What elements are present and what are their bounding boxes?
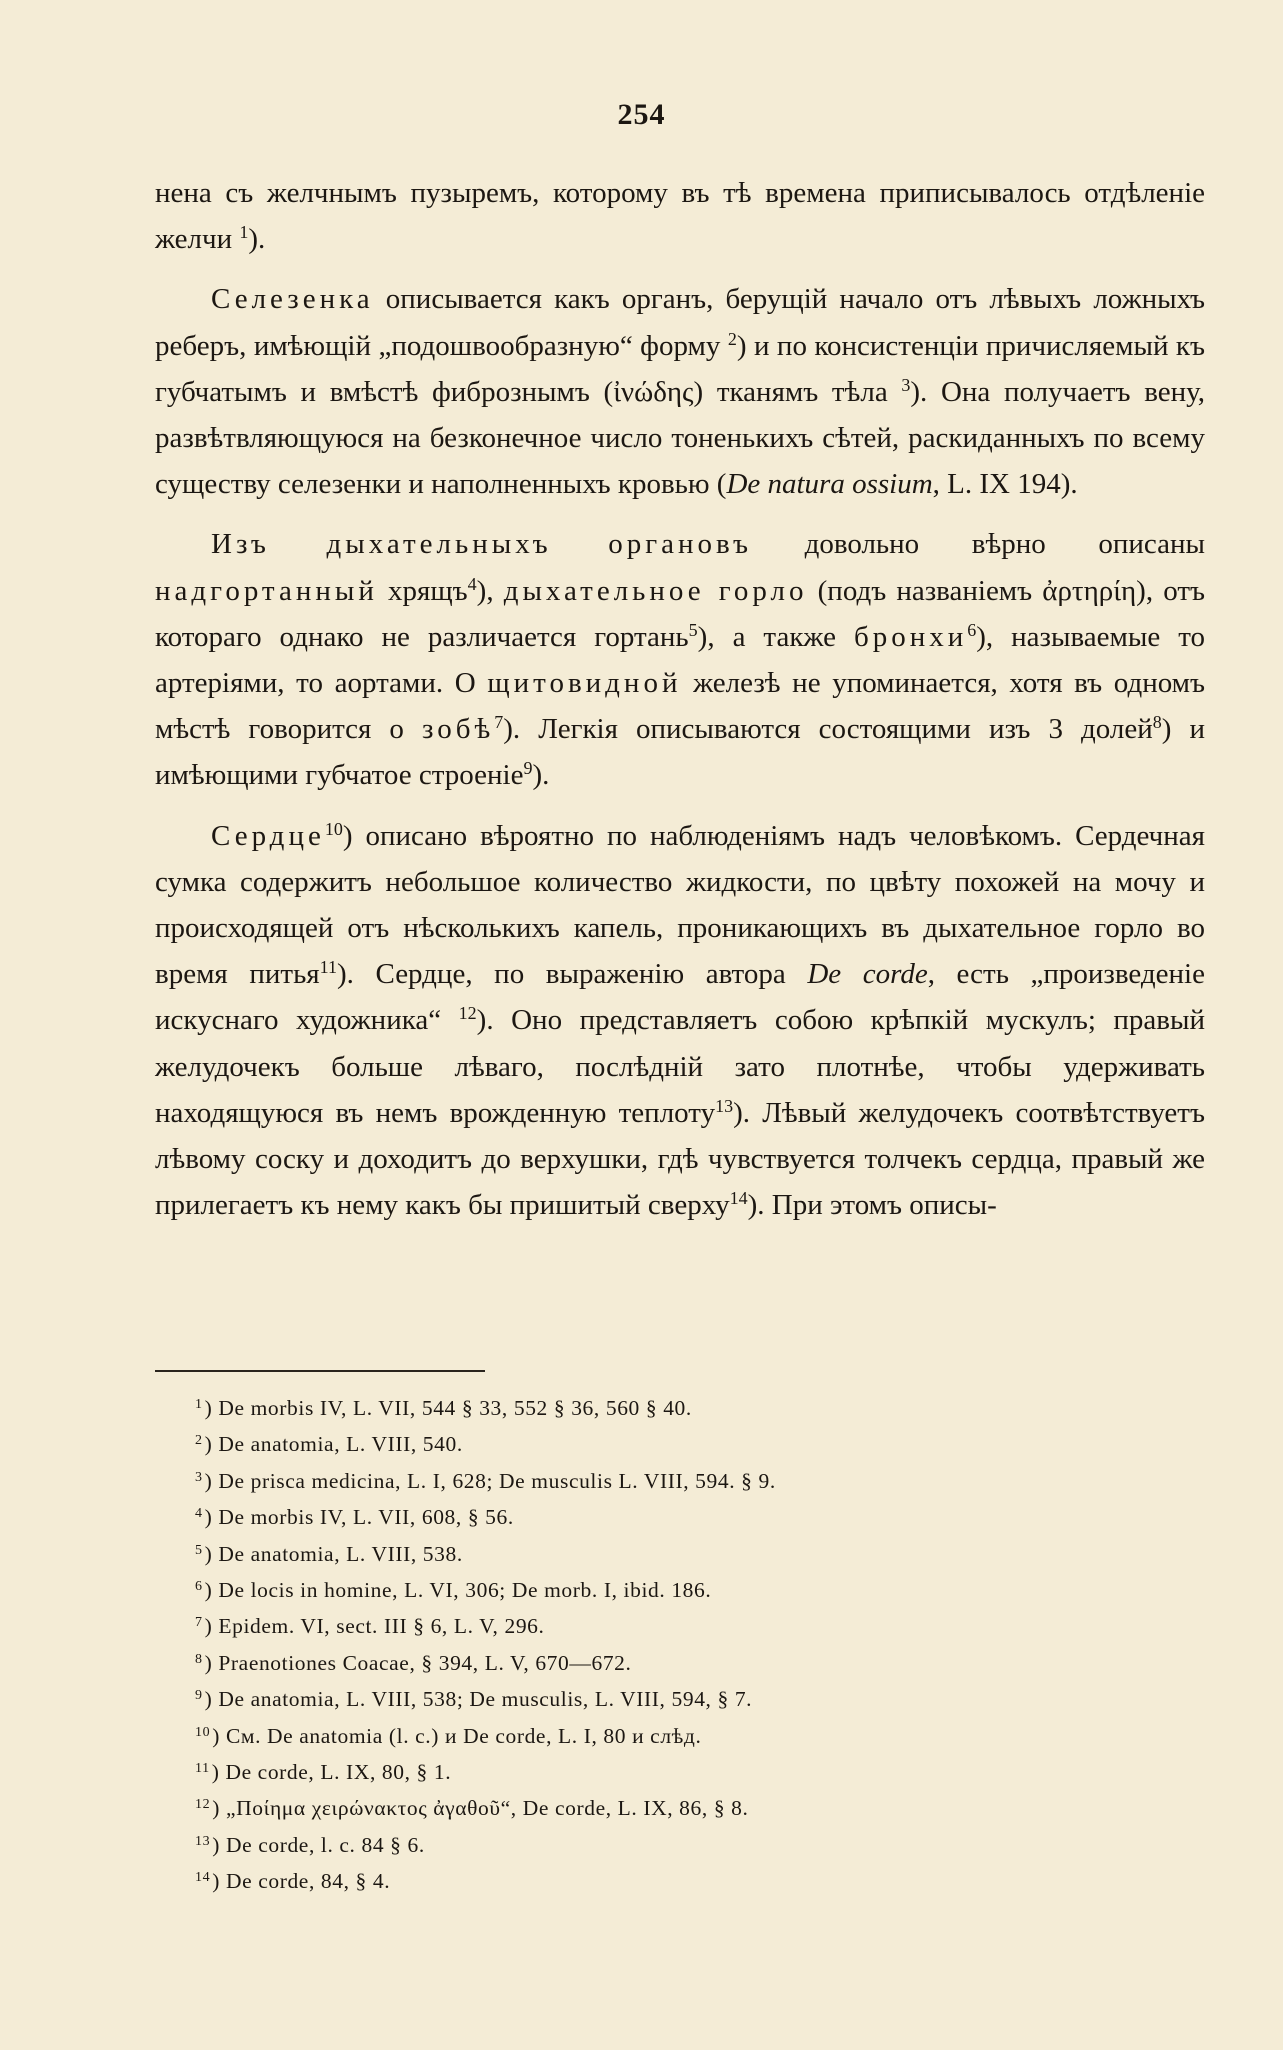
- footnote: $^{14}$) De corde, 84, § 4.: [195, 1869, 391, 1894]
- footnote-text: См. De anatomia (l. c.) и De corde, L. I, 80 и слѣд.: [225, 1723, 702, 1748]
- text-run: ), а также: [697, 620, 854, 653]
- footnote-ref: 8: [1152, 712, 1162, 733]
- footnote: $^4$) De morbis IV, L. VII, 608, § 56.: [195, 1505, 514, 1530]
- footnote-text: „Ποίημα χειρώνακτος ἀγαθοῦ“, De corde, L. IX, 86, § 8.: [225, 1796, 749, 1821]
- footnote-text: Praenotiones Coacae, § 394, L. V, 670—672.: [218, 1650, 632, 1675]
- text-run: ). Лѣвый желудочекъ соотвѣтствуетъ лѣвому соску и доходитъ до верхушки, гдѣ чувствуется толчекъ сердца, правый же прилегаетъ къ нему какъ бы пришитый сверху: [155, 1096, 1205, 1222]
- footnote-number: 12: [195, 1797, 211, 1813]
- footnote: $^{12}$) „Ποίημα χειρώνακτος ἀγαθοῦ“, De corde, L. IX, 86, § 8.: [195, 1796, 749, 1821]
- text-run: , L. IX 194).: [932, 468, 1078, 501]
- text-run: ). Оно представляетъ собою крѣпкій мускулъ; правый желудочекъ больше лѣваго, послѣдній зато плотнѣе, чтобы удерживать находящуюся въ немъ врожденную теплоту: [155, 1004, 1205, 1129]
- footnotes: [195, 1390, 1155, 1900]
- footnote-text: De prisca medicina, L. I, 628; De musculis L. VIII, 594. § 9.: [218, 1468, 776, 1493]
- footnote-text: De morbis IV, L. VII, 608, § 56.: [218, 1505, 514, 1530]
- footnote: $^6$) De locis in homine, L. VI, 306; De morb. I, ibid. 186.: [195, 1578, 712, 1603]
- footnote: $^9$) De anatomia, L. VIII, 538; De musculis, L. VIII, 594, § 7.: [195, 1687, 753, 1712]
- footnote-number: 5: [195, 1542, 203, 1558]
- footnote: $^1$) De morbis IV, L. VII, 544 § 33, 552 § 36, 560 § 40.: [195, 1396, 692, 1420]
- italic-title: De corde: [807, 958, 928, 991]
- footnote-text: De corde, l. c. 84 § 6.: [225, 1832, 425, 1857]
- footnote-text: Epidem. VI, sect. III § 6, L. V, 296.: [218, 1614, 545, 1639]
- italic-title: De natura ossium: [726, 468, 933, 501]
- footnote-number: 6: [195, 1579, 203, 1595]
- text-run: ). При этомъ описы-: [747, 1189, 997, 1222]
- footnote: $^{10}$) См. De anatomia (l. c.) и De corde, L. I, 80 и слѣд.: [195, 1723, 702, 1748]
- footnote-ref: 2: [727, 328, 737, 349]
- spaced-term: дыхательное горло: [503, 574, 808, 607]
- footnote-ref: 6: [967, 619, 977, 640]
- text-run: ) описано вѣроятно по наблюденіямъ надъ человѣкомъ. Сердечная сумка содержитъ небольшое количество жидкости, по цвѣту похожей на мочу и происходящей отъ нѣсколькихъ капель, проникающихъ въ дыхательное горло во время питья: [155, 819, 1205, 991]
- footnote-ref: 13: [715, 1095, 734, 1116]
- text-run: железѣ не упоминается, хотя въ одномъ мѣстѣ говорится о: [155, 667, 1206, 746]
- spaced-term: зобѣ: [421, 713, 495, 746]
- footnote-ref: 10: [324, 818, 343, 839]
- footnote-number: 4: [195, 1506, 203, 1522]
- footnote-number: 11: [195, 1761, 210, 1777]
- footnote-number: 1: [195, 1397, 203, 1412]
- paragraph-heart: [155, 813, 1205, 1229]
- footnote: $^5$) De anatomia, L. VIII, 538.: [195, 1541, 463, 1566]
- footnote-ref: 11: [319, 957, 337, 978]
- footnote-divider: [155, 1370, 485, 1372]
- text-run: ).: [532, 759, 550, 792]
- footnote-number: 2: [195, 1433, 203, 1449]
- footnote-number: 7: [195, 1615, 203, 1631]
- spaced-term: надгортанный: [155, 574, 378, 607]
- body-text: [155, 170, 1205, 1228]
- footnote: $^2$) De anatomia, L. VIII, 540.: [195, 1432, 463, 1457]
- footnote: $^7$) Epidem. VI, sect. III § 6, L. V, 296.: [195, 1614, 545, 1639]
- footnote-text: De anatomia, L. VIII, 540.: [218, 1432, 463, 1457]
- footnote-text: De anatomia, L. VIII, 538; De musculis, L. VIII, 594, § 7.: [218, 1687, 753, 1712]
- footnote-number: 9: [195, 1688, 203, 1704]
- text-run: ),: [476, 574, 504, 607]
- footnote-number: 10: [195, 1724, 211, 1740]
- footnote-ref: 5: [688, 619, 698, 640]
- footnote-ref: 7: [494, 712, 504, 733]
- text-run: ).: [248, 223, 266, 256]
- page-number: 254: [617, 98, 666, 131]
- footnote-number: 3: [195, 1469, 203, 1485]
- footnote-ref: 1: [239, 222, 249, 243]
- footnote-number: 14: [195, 1870, 211, 1886]
- footnote-ref: 9: [523, 758, 533, 779]
- text-run: ), называемые то артеріями, то аортами. О: [155, 620, 1206, 700]
- footnote-text: De locis in homine, L. VI, 306; De morb. I, ibid. 186.: [218, 1578, 712, 1603]
- text-run: описывается какъ органъ, берущій начало отъ лѣвыхъ ложныхъ реберъ, имѣющій „подошвообразную“ форму: [155, 283, 1205, 362]
- spaced-term: Сердце: [211, 819, 325, 852]
- footnote-ref: 3: [901, 374, 911, 395]
- footnote: $^{11}$) De corde, L. IX, 80, § 1.: [195, 1760, 452, 1785]
- footnote: $^8$) Praenotiones Coacae, § 394, L. V, 670—672.: [195, 1650, 632, 1675]
- text-run: ) и имѣющими губчатое строеніе: [155, 713, 1205, 792]
- footnote: $^{13}$) De corde, l. c. 84 § 6.: [195, 1832, 425, 1857]
- spaced-term: бронхи: [853, 620, 968, 653]
- text-run: нена съ желчнымъ пузыремъ, которому въ тѣ времена приписывалось отдѣленіе желчи: [155, 177, 1205, 256]
- footnote-text: De anatomia, L. VIII, 538.: [218, 1541, 463, 1566]
- spaced-term: щитовидной: [487, 667, 682, 700]
- footnote-ref: 12: [458, 1003, 477, 1024]
- text-run: ). Она получаетъ вену, развѣтвляющуюся на безконечное число тоненькихъ сѣтей, раскиданныхъ по всему существу селезенки и наполненныхъ кровью (: [155, 375, 1205, 501]
- spaced-term: Селезенка: [211, 283, 374, 316]
- text-run: ). Легкія описываются состоящими изъ 3 долей: [503, 713, 1153, 746]
- paragraph-1: [155, 170, 1205, 262]
- footnote-ref: 4: [467, 573, 477, 594]
- footnote: $^3$) De prisca medicina, L. I, 628; De musculis L. VIII, 594. § 9.: [195, 1468, 776, 1493]
- text-run: (подъ названіемъ ἀρτηρίη), отъ котораго однако не различается гортань: [155, 574, 1205, 653]
- footnote-number: 8: [195, 1651, 203, 1667]
- footnote-text: De corde, L. IX, 80, § 1.: [225, 1760, 452, 1785]
- footnote-text: De morbis IV, L. VII, 544 § 33, 552 § 36, 560 § 40.: [218, 1396, 692, 1420]
- footnote-number: 13: [195, 1833, 211, 1849]
- footnote-text: De corde, 84, § 4.: [225, 1869, 391, 1894]
- text-run: довольно вѣрно описаны: [751, 528, 1205, 561]
- text-run: хрящъ: [377, 574, 468, 607]
- text-run: ). Сердце, по выраженію автора: [336, 958, 808, 991]
- spaced-term: Изъ дыхательныхъ органовъ: [211, 528, 752, 561]
- text-run: , есть „произведеніе искуснаго художника“: [155, 958, 1205, 1037]
- footnote-ref: 14: [729, 1188, 748, 1209]
- paragraph-spleen: [155, 276, 1205, 507]
- paragraph-respiratory: [155, 521, 1205, 798]
- text-run: ) и по консистенціи причисляемый къ губчатымъ и вмѣстѣ фибрознымъ (ἰνώδης) тканямъ тѣла: [155, 329, 1205, 408]
